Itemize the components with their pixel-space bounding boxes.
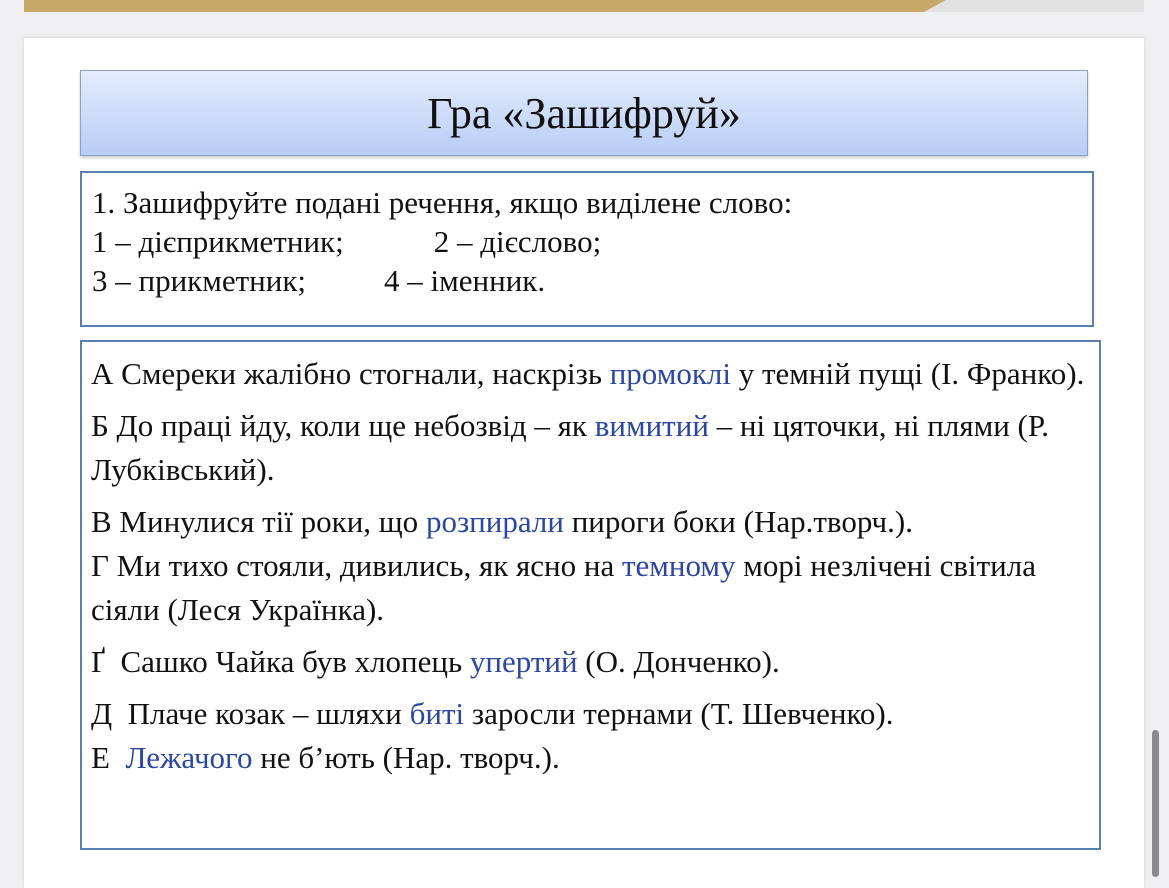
task-options-row-1 <box>92 222 1092 261</box>
sentence-text: морі незлічені світила сіяли (Леся Українка). <box>91 548 1036 627</box>
slide <box>24 38 1144 888</box>
sentence-e <box>91 736 1099 780</box>
sentence-text: у темній пущі (І. Франко). <box>730 356 1085 391</box>
gold-banner-tip <box>924 0 946 12</box>
highlighted-word: Лежачого <box>125 740 253 775</box>
option-3: 3 – прикметник; <box>92 263 307 298</box>
task-instruction: 1. Зашифруйте подані речення, якщо виділене слово: <box>92 185 793 220</box>
highlighted-word: промоклі <box>609 356 731 391</box>
gold-banner <box>24 0 924 12</box>
previous-slide-edge <box>24 0 1144 12</box>
title-banner <box>80 70 1088 156</box>
sentence-h <box>91 544 1099 632</box>
task-box <box>80 171 1094 327</box>
sentence-text: Г Ми тихо стояли, дивились, як ясно на <box>91 548 622 583</box>
sentence-text: (О. Донченко). <box>577 644 780 679</box>
sentence-a <box>91 352 1099 396</box>
sentence-text: Е <box>91 740 126 775</box>
option-2: 2 – дієслово; <box>433 224 602 259</box>
sentences-box <box>80 340 1101 850</box>
sentence-text: Ґ Сашко Чайка був хлопець <box>91 644 470 679</box>
highlighted-word: вимитий <box>594 408 709 443</box>
task-options-row-2 <box>92 261 1092 300</box>
option-4: 4 – іменник. <box>384 263 546 298</box>
sentence-text: заросли тернами (Т. Шевченко). <box>464 696 894 731</box>
highlighted-word: биті <box>409 696 465 731</box>
highlighted-word: розпирали <box>425 504 564 539</box>
slide-title: Гра «Зашифруй» <box>427 88 741 138</box>
sentence-v <box>91 500 1099 544</box>
sentence-text: Б До праці йду, коли ще небозвід – як <box>91 408 595 443</box>
highlighted-word: упертий <box>469 644 578 679</box>
scrollbar-thumb[interactable] <box>1152 730 1159 877</box>
sentence-text: Д Плаче козак – шляхи <box>91 696 410 731</box>
sentence-d <box>91 692 1099 736</box>
sentence-text: – ні цяточки, ні плями (Р. Лубківський). <box>91 408 1049 487</box>
sentence-g <box>91 640 1099 684</box>
sentence-b <box>91 404 1099 492</box>
sentence-text: В Минулися тії роки, що <box>91 504 426 539</box>
option-1: 1 – дієприкметник; <box>92 224 344 259</box>
sentence-text: А Смереки жалібно стогнали, наскрізь <box>91 356 610 391</box>
sentence-text: пироги боки (Нар.творч.). <box>563 504 913 539</box>
sentence-text: не б’ють (Нар. творч.). <box>252 740 560 775</box>
highlighted-word: темному <box>621 548 736 583</box>
